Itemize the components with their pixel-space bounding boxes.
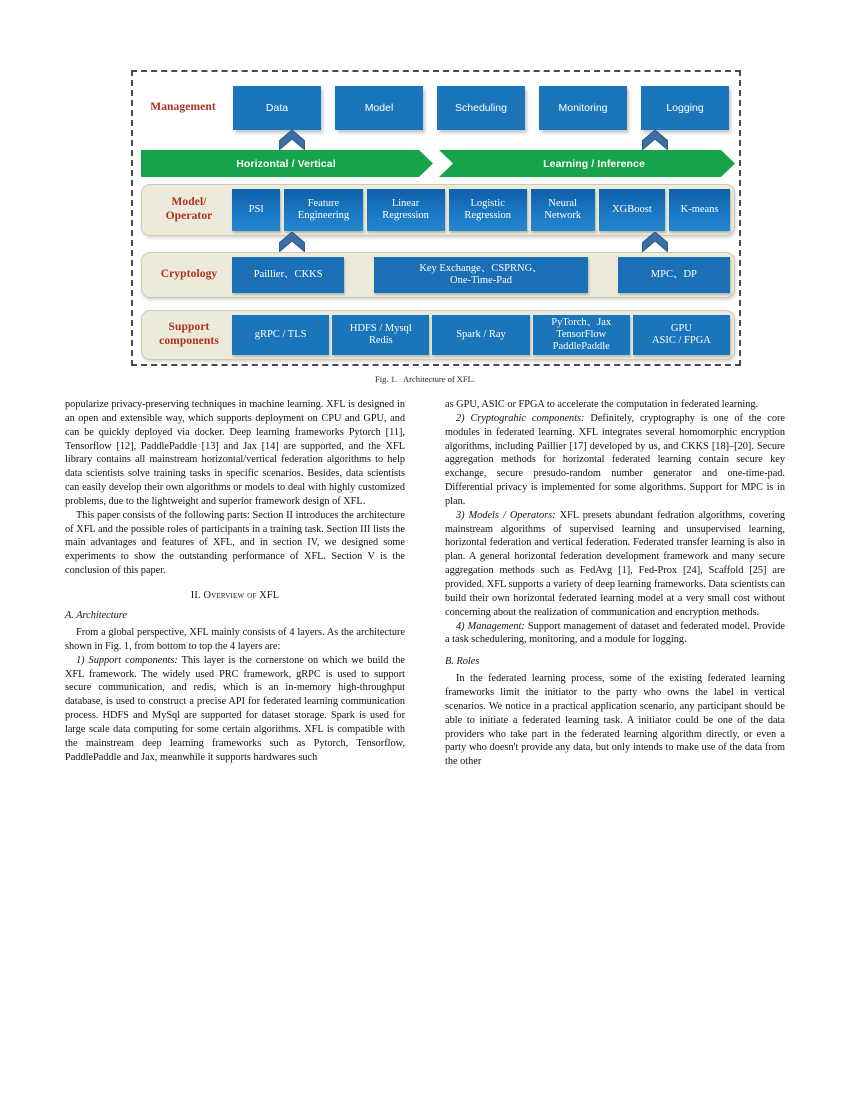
up-chevron-icon-feature — [279, 232, 305, 252]
figure-number: Fig. 1. — [375, 374, 397, 384]
cryptology-label: Cryptology — [160, 268, 218, 281]
model-cell-linear-regression: Linear Regression — [367, 189, 445, 231]
runin-support-components: 1) Support components: — [76, 654, 178, 666]
management-row-label: Management — [150, 101, 216, 114]
support-cell-spark-ray: Spark / Ray — [432, 315, 529, 355]
band-label-learning-inference: Learning / Inference — [543, 157, 645, 170]
support-cell-hdfs-mysql-redis: HDFS / Mysql Redis — [332, 315, 429, 355]
model-operator-label — [146, 189, 232, 231]
right-paragraph-3 — [445, 509, 785, 620]
cryptology-cells — [232, 257, 730, 293]
right-paragraph-2 — [445, 412, 785, 509]
management-box-data: Data — [233, 86, 321, 130]
support-components-cells — [232, 315, 730, 355]
right-paragraph-3-text: XFL presets abundant fedration algorithms, covering mainstream algorithms of supervised learning and unsupervised learning, horizontal federation and vertical federation. Federated transfer learning is also in plan. A general horizontal federation development framework and many secure aggregation methods such as FedAvg [1], Fed-Prox [24], Scaffold [25] are provided. XFL supports a variety of deep learning frameworks. Data scientists can build their own horizontal federated learning model at a very small cost without concerning about the realization of communication and encryption methods. — [445, 509, 785, 618]
support-cell-dl-frameworks: PyTorch、Jax TensorFlow PaddlePaddle — [533, 315, 630, 355]
model-cell-psi: PSI — [232, 189, 280, 231]
runin-cryptographic-components: 2) Cryptograhic components: — [456, 412, 585, 424]
left-paragraph-3: From a global perspective, XFL mainly consists of 4 layers. As the architecture shown in Fig. 1, from bottom to top the 4 layers are: — [65, 626, 405, 652]
figure-caption — [0, 374, 850, 384]
model-cell-neural-network: Neural Network — [531, 189, 595, 231]
model-cell-logistic-regression: Logistic Regression — [449, 189, 527, 231]
right-paragraph-5: In the federated learning process, some of the existing federated learning frameworks limit the initiator to the party who owns the label in vertical scenarios. We notice in a practical application scenario, any participant should be able to initiate a federated learning task. A initiator could be one of the data providers who take part in the federated learning algorithm directly, or even a party who doesn't provide any data, but only intends to make use of the data from the other — [445, 673, 785, 768]
support-cell-grpc-tls: gRPC / TLS — [232, 315, 329, 355]
architecture-figure — [131, 70, 741, 366]
left-paragraph-1: popularize privacy-preserving techniques in machine learning. XFL is designed in an open and extensible way, which supports deployment on CPU and GPU, and can be quickly deployed via docker. Deep learning frameworks Pytorch [11], Tensorflow [12], PaddlePaddle [13] and Jax [14] are supported, and the XFL library contains all mainstream horizontal/vertical federation algorithms to help data scientists solve training tasks in specific scenarios. Besides, data scientists can easily develop their own algorithms or models to deal with highly customized problems, due to the lightweight and superior framework design of XFL. — [65, 399, 405, 507]
model-operator-label-line1: Model/ — [171, 196, 207, 209]
left-paragraph-2: This paper consists of the following parts: Section II introduces the architecture of XFL and the possible roles of participants in a training task. Section III lists the main advantages and features of XFL, and in section IV, we designed some experiments to show the outstanding performance of XFL. Section V is the conclusion of this paper. — [65, 509, 405, 577]
model-operator-layer — [141, 184, 735, 236]
body-columns — [65, 398, 785, 769]
band-label-horizontal-vertical: Horizontal / Vertical — [236, 157, 336, 170]
subsection-heading-roles: B. Roles — [445, 656, 480, 668]
management-box-model: Model — [335, 86, 423, 130]
figure-caption-text: Architecture of XFL. — [402, 374, 475, 384]
up-chevron-icon-data — [279, 130, 305, 150]
model-operator-cells — [232, 189, 730, 231]
up-chevron-icon-xgboost — [642, 232, 668, 252]
management-box-logging: Logging — [641, 86, 729, 130]
model-cell-feature-engineering: Feature Engineering — [284, 189, 362, 231]
crypto-cell-mpc-dp: MPC、DP — [618, 257, 730, 293]
right-paragraph-4-text: Support management of dataset and federated model. Provide a task schedulering, monitoring, and a module for logging. — [445, 620, 786, 646]
subsection-heading-architecture: A. Architecture — [65, 609, 127, 621]
right-column — [445, 398, 785, 769]
model-cell-xgboost: XGBoost — [599, 189, 665, 231]
model-operator-label-line2: Operator — [165, 210, 213, 222]
support-components-label — [146, 315, 232, 355]
crypto-cell-key-exchange: Key Exchange、CSPRNG、 One-Time-Pad — [374, 257, 587, 293]
left-paragraph-4-text: This layer is the cornerstone on which we build the XFL framework. The widely used PRC framework, gRPC is used to support secure communication, and redis, which is an in-memory high-throughput database, is used to construct a precise API for federated learning communication process. HDFS and MySql are supported for dataset storage. Spark is used for large scale data computing for some certain algorithms. XFL is compatible with the mainstream deep learning frameworks such as Pytorch, Tensorflow, PaddlePaddle and Jax, meanwhile it supports hardwares such — [65, 654, 406, 763]
right-paragraph-4 — [445, 620, 785, 648]
support-components-layer — [141, 310, 735, 360]
runin-management: 4) Management: — [456, 620, 525, 632]
crypto-cell-paillier-ckks: Paillier、CKKS — [232, 257, 344, 293]
right-paragraph-1: as GPU, ASIC or FPGA to accelerate the computation in federated learning. — [445, 399, 759, 410]
section-heading-overview: II. Overview of XFL — [190, 589, 280, 601]
management-box-scheduling: Scheduling — [437, 86, 525, 130]
support-cell-hardware: GPU ASIC / FPGA — [633, 315, 730, 355]
runin-models-operators: 3) Models / Operators: — [456, 509, 556, 521]
cryptology-layer — [141, 252, 735, 298]
left-paragraph-4 — [65, 654, 405, 765]
management-row — [133, 82, 739, 134]
model-cell-kmeans: K-means — [669, 189, 730, 231]
up-chevron-icon-logging — [642, 130, 668, 150]
support-label-line1: Support — [168, 321, 210, 334]
support-label-line2: components — [159, 335, 219, 347]
management-boxes — [233, 86, 739, 130]
management-box-monitoring: Monitoring — [539, 86, 627, 130]
left-column — [65, 398, 405, 769]
right-paragraph-2-text: Definitely, cryptography is one of the core modules in federated learning. XFL integrates several homomorphic encryption algorithms, including Paillier [17] developed by us, and CKKS [18]–[20]. Secure aggregation methods for horizontal federated learning contain secure key exchange, secure presudo-random number generator and one-time-pad. Differential privacy is implemented for some algorithms. Support for MPC is in plan. — [445, 412, 785, 507]
